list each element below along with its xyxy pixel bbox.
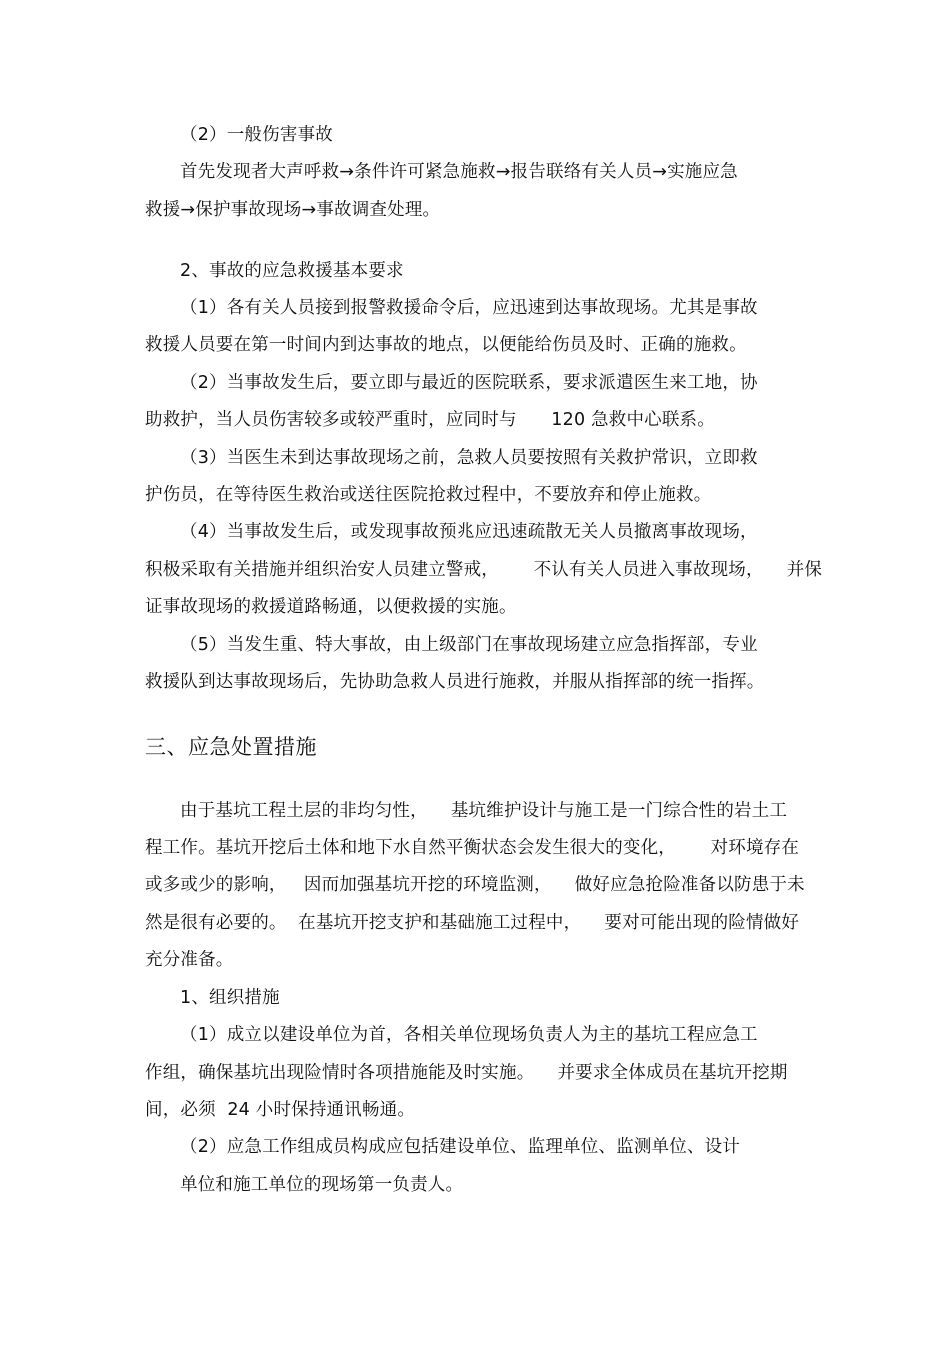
- paragraph-line: 间，必须 24 小时保持通讯畅通。: [145, 1100, 416, 1120]
- paragraph-line: （1）各有关人员接到报警救援命令后，应迅速到达事故现场。尤其是事故: [180, 298, 758, 318]
- paragraph-line: 或多或少的影响， 因而加强基坑开挖的环境监测， 做好应急抢险准备以防患于未: [145, 875, 805, 895]
- paragraph-line: 充分准备。: [145, 950, 234, 970]
- paragraph-line: 由于基坑工程土层的非均匀性， 基坑维护设计与施工是一门综合性的岩土工: [180, 801, 788, 821]
- subheading-general-injury: （2）一般伤害事故: [180, 125, 333, 145]
- paragraph-line: 救援队到达事故现场后，先协助急救人员进行施救，并服从指挥部的统一指挥。: [145, 672, 765, 692]
- paragraph-line: 然是很有必要的。 在基坑开挖支护和基础施工过程中， 要对可能出现的险情做好: [145, 913, 800, 933]
- paragraph-line: 首先发现者大声呼救→条件许可紧急施救→报告联络有关人员→实施应急: [180, 162, 738, 182]
- paragraph-line: 积极采取有关措施并组织治安人员建立警戒， 不认有关人员进入事故现场， 并保: [145, 560, 823, 580]
- paragraph-line: 助救护，当人员伤害较多或较严重时，应同时与 120 急救中心联系。: [145, 410, 715, 430]
- paragraph-line: （2）应急工作组成员构成应包括建设单位、监理单位、监测单位、设计: [180, 1137, 741, 1157]
- paragraph-line: （2）当事故发生后，要立即与最近的医院联系，要求派遣医生来工地，协: [180, 373, 758, 393]
- paragraph-line: （3）当医生未到达事故现场之前，急救人员要按照有关救护常识，立即救: [180, 448, 758, 468]
- chapter-heading-emergency-measures: 三、应急处置措施: [145, 735, 317, 759]
- section-heading-organization: 1、组织措施: [180, 988, 280, 1008]
- paragraph-line: 作组，确保基坑出现险情时各项措施能及时实施。 并要求全体成员在基坑开挖期: [145, 1063, 788, 1083]
- paragraph-line: 护伤员，在等待医生救治或送往医院抢救过程中，不要放弃和停止施救。: [145, 485, 712, 505]
- paragraph-line: 单位和施工单位的现场第一负责人。: [180, 1175, 464, 1195]
- paragraph-line: 程工作。基坑开挖后土体和地下水自然平衡状态会发生很大的变化， 对环境存在: [145, 838, 800, 858]
- section-heading-rescue-requirements: 2、事故的应急救援基本要求: [180, 261, 404, 281]
- paragraph-line: 证事故现场的救援道路畅通，以便救援的实施。: [145, 597, 517, 617]
- paragraph-line: （4）当事故发生后，或发现事故预兆应迅速疏散无关人员撤离事故现场，: [180, 522, 758, 542]
- paragraph-line: 救援→保护事故现场→事故调查处理。: [145, 200, 441, 220]
- paragraph-line: （1）成立以建设单位为首，各相关单位现场负责人为主的基坑工程应急工: [180, 1025, 758, 1045]
- paragraph-line: （5）当发生重、特大事故，由上级部门在事故现场建立应急指挥部，专业: [180, 635, 758, 655]
- paragraph-line: 救援人员要在第一时间内到达事故的地点，以便能给伤员及时、正确的施救。: [145, 335, 747, 355]
